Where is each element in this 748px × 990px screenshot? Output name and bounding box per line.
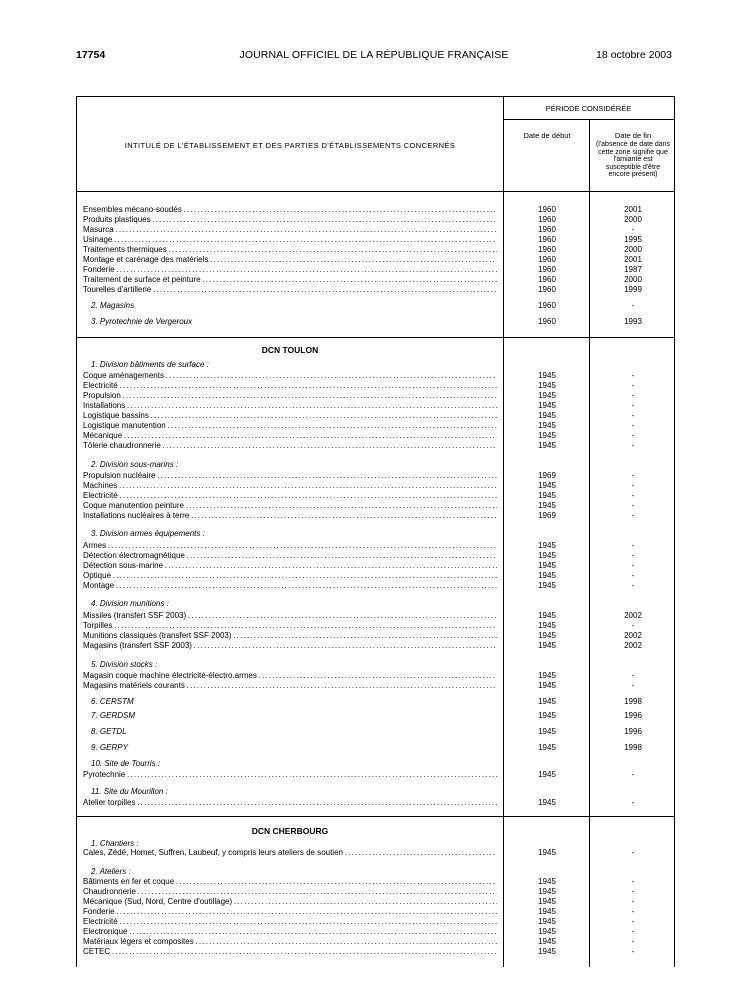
row-label: 3. Division armes équipements : [91, 529, 205, 538]
row-label: Matériaux légers et composites . . . [83, 937, 497, 947]
table-row [77, 421, 674, 431]
row-label: 4. Division munitions : [91, 599, 169, 608]
period-header-rule [503, 119, 674, 120]
table-row [77, 611, 674, 621]
date-debut-cell: 1945 [538, 877, 556, 886]
subheading-row [77, 759, 674, 769]
date-debut-cell: 1960 [538, 235, 556, 244]
date-fin-cell: - [631, 671, 635, 680]
column-header-date-debut: Date de début [523, 131, 571, 140]
row-label: Produits plastiques . . . [83, 215, 497, 225]
subheading-row [77, 317, 674, 327]
table-row [77, 551, 674, 561]
date-fin-cell: - [631, 770, 635, 779]
subheading-row [77, 301, 674, 311]
date-fin-cell: 1996 [624, 711, 642, 720]
row-label: Ensembles mécano-soudés . . . [83, 205, 497, 215]
date-debut-cell: 1945 [538, 727, 556, 736]
date-debut-cell: 1945 [538, 501, 556, 510]
table-row [77, 798, 674, 808]
row-label: Machines . . . [83, 481, 497, 491]
row-label: Traitement de surface et peinture . . . [83, 275, 497, 285]
date-fin-cell: - [631, 391, 635, 400]
date-debut-cell: 1960 [538, 317, 556, 326]
row-label: 3. Pyrotechnie de Vergeroux [91, 317, 193, 326]
date-fin-cell: 2001 [624, 255, 642, 264]
table-row [77, 205, 674, 215]
date-debut-cell: 1960 [538, 245, 556, 254]
date-debut-cell: 1945 [538, 681, 556, 690]
table-row [77, 411, 674, 421]
table-row [77, 285, 674, 295]
subheading-row [77, 697, 674, 707]
subheading-row [77, 711, 674, 721]
row-label: 2. Magasins [91, 301, 135, 310]
row-label: Electronique . . . [83, 927, 497, 937]
row-label: Tôlerie chaudronnerie . . . [83, 441, 497, 451]
table-row [77, 391, 674, 401]
date-fin-cell: - [631, 541, 635, 550]
table-row [77, 441, 674, 451]
column-header-intitule: INTITULÉ DE L'ÉTABLISSEMENT ET DES PARTIES D'ÉTABLISSEMENTS CONCERNÉS [124, 141, 456, 150]
date-fin-cell: - [631, 411, 635, 420]
date-fin-cell: - [631, 381, 635, 390]
date-debut-cell: 1945 [538, 381, 556, 390]
row-label: 2. Division sous-marins : [91, 460, 179, 469]
date-fin-cell: - [631, 401, 635, 410]
table-row [77, 275, 674, 285]
date-fin-cell: - [631, 907, 635, 916]
subheading-row [77, 529, 674, 539]
date-debut-cell: 1945 [538, 371, 556, 380]
row-label: 10. Site de Tourris : [91, 759, 161, 768]
row-label: Bâtiments en fer et coque . . . [83, 877, 497, 887]
table-row [77, 907, 674, 917]
date-debut-cell: 1945 [538, 770, 556, 779]
table-row [77, 491, 674, 501]
date-debut-cell: 1945 [538, 937, 556, 946]
row-label: Mécanique (Sud, Nord, Centre d'outillage) . . . [83, 897, 497, 907]
table-row [77, 225, 674, 235]
table-row [77, 431, 674, 441]
row-label: Tourelles d'artillerie . . . [83, 285, 497, 295]
date-debut-cell: 1969 [538, 511, 556, 520]
row-label: Missiles (transfert SSF 2003) . . . [83, 611, 497, 621]
row-label: Magasins (transfert SSF 2003) . . . [83, 641, 497, 651]
date-fin-cell: - [631, 225, 635, 234]
date-debut-cell: 1945 [538, 917, 556, 926]
date-debut-cell: 1945 [538, 491, 556, 500]
row-label: Traitements thermiques . . . [83, 245, 497, 255]
section-divider [77, 337, 674, 338]
date-debut-cell: 1960 [538, 285, 556, 294]
date-fin-cell: - [631, 501, 635, 510]
date-fin-cell: - [631, 301, 635, 310]
subheading-row [77, 867, 674, 877]
table-row [77, 511, 674, 521]
date-debut-cell: 1945 [538, 711, 556, 720]
column-header-date-fin: Date de fin [614, 131, 652, 140]
date-fin-cell: 2000 [624, 215, 642, 224]
header-bottom-rule [77, 191, 674, 192]
row-label: 1. Division bâtiments de surface : [91, 360, 209, 369]
date-fin-cell: - [631, 681, 635, 690]
row-label: 11. Site du Mourillon : [91, 787, 168, 796]
date-debut-cell: 1945 [538, 621, 556, 630]
table-row [77, 235, 674, 245]
row-label: Logistique bassins . . . [83, 411, 497, 421]
table-row [77, 401, 674, 411]
date-fin-cell: - [631, 491, 635, 500]
page-number: 17754 [76, 49, 106, 61]
row-label: 6. CERSTM [91, 697, 134, 706]
section-divider [77, 816, 674, 817]
table-row [77, 501, 674, 511]
row-label: Electricité . . . [83, 491, 497, 501]
row-label: Installations nucléaires à terre . . . [83, 511, 497, 521]
journal-title: JOURNAL OFFICIEL DE LA RÉPUBLIQUE FRANÇAISE [239, 49, 509, 61]
subheading-row [77, 360, 674, 370]
date-debut-cell: 1945 [538, 441, 556, 450]
row-label: Coque manutention peinture . . . [83, 501, 497, 511]
date-fin-cell: 1999 [624, 285, 642, 294]
date-fin-cell: - [631, 937, 635, 946]
date-debut-cell: 1945 [538, 571, 556, 580]
row-label: Atelier torpilles . . . [83, 798, 497, 808]
row-label: 2. Ateliers : [91, 867, 131, 876]
table-row [77, 671, 674, 681]
date-fin-cell: 1998 [624, 743, 642, 752]
table-row [77, 245, 674, 255]
publication-date: 18 octobre 2003 [596, 49, 672, 61]
table-row [77, 371, 674, 381]
date-fin-cell: 1996 [624, 727, 642, 736]
date-fin-cell: 2002 [624, 611, 642, 620]
row-label: Cales, Zédé, Homet, Suffren, Laubeuf, y compris leurs ateliers de soutien . . . [83, 848, 497, 858]
row-label: Logistique manutention . . . [83, 421, 497, 431]
row-label: Détection électromagnétique . . . [83, 551, 497, 561]
date-fin-cell: 2000 [624, 275, 642, 284]
date-fin-cell: - [631, 621, 635, 630]
subheading-row [77, 599, 674, 609]
table-row [77, 770, 674, 780]
date-debut-cell: 1945 [538, 421, 556, 430]
subheading-row [77, 727, 674, 737]
date-debut-cell: 1945 [538, 431, 556, 440]
date-debut-cell: 1945 [538, 897, 556, 906]
date-debut-cell: 1945 [538, 671, 556, 680]
table-row [77, 927, 674, 937]
row-label: Electricité . . . [83, 381, 497, 391]
table-row [77, 947, 674, 957]
table-row [77, 215, 674, 225]
date-debut-cell: 1945 [538, 907, 556, 916]
subheading-row [77, 787, 674, 797]
row-label: Fonderie . . . [83, 265, 497, 275]
row-label: Détection sous-marine . . . [83, 561, 497, 571]
table-row [77, 897, 674, 907]
row-label: Magasins matériels courants . . . [83, 681, 497, 691]
date-fin-cell: - [631, 877, 635, 886]
table-row [77, 481, 674, 491]
row-label: Pyrotechnie . . . [83, 770, 497, 780]
subheading-row [77, 460, 674, 470]
date-debut-cell: 1945 [538, 743, 556, 752]
date-debut-cell: 1945 [538, 481, 556, 490]
row-label: Magasin coque machine électricité-électro.armes . . . [83, 671, 497, 681]
date-fin-cell: - [631, 561, 635, 570]
table-row [77, 641, 674, 651]
date-fin-cell: - [631, 421, 635, 430]
date-fin-cell: - [631, 471, 635, 480]
table-row [77, 561, 674, 571]
table-row [77, 887, 674, 897]
date-debut-cell: 1960 [538, 215, 556, 224]
table-row [77, 581, 674, 591]
date-fin-cell: - [631, 571, 635, 580]
row-label: Coque aménagements . . . [83, 371, 497, 381]
date-fin-cell: - [631, 848, 635, 857]
date-debut-cell: 1945 [538, 391, 556, 400]
row-label: Munitions classiques (transfert SSF 2003) . . . [83, 631, 497, 641]
date-debut-cell: 1945 [538, 401, 556, 410]
date-debut-cell: 1945 [538, 561, 556, 570]
date-fin-cell: - [631, 887, 635, 896]
date-debut-cell: 1945 [538, 947, 556, 956]
date-fin-cell: 1998 [624, 697, 642, 706]
date-debut-cell: 1960 [538, 265, 556, 274]
date-fin-cell: 2001 [624, 205, 642, 214]
row-label: Optique . . . [83, 571, 497, 581]
asbestos-table [76, 96, 675, 967]
row-label: Chaudronnerie . . . [83, 887, 497, 897]
table-row [77, 381, 674, 391]
table-row [77, 541, 674, 551]
date-fin-cell: - [631, 431, 635, 440]
date-fin-cell: - [631, 371, 635, 380]
date-fin-cell: - [631, 481, 635, 490]
row-label: Armes . . . [83, 541, 497, 551]
subheading-row [77, 660, 674, 670]
row-label: Usinage . . . [83, 235, 497, 245]
row-label: Electricité . . . [83, 917, 497, 927]
row-label: 8. GETDL [91, 727, 127, 736]
date-debut-cell: 1969 [538, 471, 556, 480]
date-debut-cell: 1945 [538, 541, 556, 550]
table-row [77, 631, 674, 641]
date-fin-cell: - [631, 511, 635, 520]
date-debut-cell: 1945 [538, 411, 556, 420]
row-label: Propulsion . . . [83, 391, 497, 401]
date-fin-cell: - [631, 581, 635, 590]
date-debut-cell: 1945 [538, 581, 556, 590]
table-row [77, 255, 674, 265]
table-row [77, 937, 674, 947]
date-debut-cell: 1945 [538, 697, 556, 706]
row-label: Montage . . . [83, 581, 497, 591]
date-debut-cell: 1960 [538, 225, 556, 234]
date-fin-cell: - [631, 441, 635, 450]
date-debut-cell: 1945 [538, 551, 556, 560]
date-fin-cell: - [631, 798, 635, 807]
date-fin-cell: 2000 [624, 245, 642, 254]
date-debut-cell: 1945 [538, 641, 556, 650]
subheading-row [77, 743, 674, 753]
date-debut-cell: 1960 [538, 205, 556, 214]
date-fin-cell: 2002 [624, 641, 642, 650]
table-row [77, 681, 674, 691]
table-row [77, 621, 674, 631]
table-row [77, 265, 674, 275]
row-label: 1. Chantiers : [91, 839, 139, 848]
date-debut-cell: 1960 [538, 275, 556, 284]
table-row [77, 848, 674, 858]
date-fin-cell: 1993 [624, 317, 642, 326]
row-label: 5. Division stocks : [91, 660, 158, 669]
row-label: Propulsion nucléaire . . . [83, 471, 497, 481]
date-debut-cell: 1960 [538, 255, 556, 264]
table-row [77, 877, 674, 887]
date-debut-cell: 1945 [538, 927, 556, 936]
date-fin-cell: 2002 [624, 631, 642, 640]
date-debut-cell: 1945 [538, 848, 556, 857]
table-row [77, 571, 674, 581]
row-label: Masurca . . . [83, 225, 497, 235]
date-fin-cell: - [631, 551, 635, 560]
row-label: Mécanique . . . [83, 431, 497, 441]
section-title: DCN CHERBOURG [251, 826, 329, 836]
date-debut-cell: 1945 [538, 798, 556, 807]
row-label: Installations . . . [83, 401, 497, 411]
row-label: 9. GERPY [91, 743, 128, 752]
date-fin-note: (l'absence de date dans cette zone signifie que l'amiante est susceptible d'être encore présent) [595, 141, 671, 179]
date-debut-cell: 1945 [538, 887, 556, 896]
table-row [77, 917, 674, 927]
section-title: DCN TOULON [261, 345, 319, 355]
table-row [77, 471, 674, 481]
row-label: Torpilles . . . [83, 621, 497, 631]
date-fin-cell: - [631, 947, 635, 956]
column-header-periode: PÉRIODE CONSIDÉRÉE [545, 104, 632, 113]
date-fin-cell: - [631, 927, 635, 936]
date-fin-cell: - [631, 917, 635, 926]
date-fin-cell: 1995 [624, 235, 642, 244]
date-debut-cell: 1960 [538, 301, 556, 310]
row-label: Fonderie . . . [83, 907, 497, 917]
date-debut-cell: 1945 [538, 611, 556, 620]
row-label: CETEC . . . [83, 947, 497, 957]
date-fin-cell: 1987 [624, 265, 642, 274]
date-fin-cell: - [631, 897, 635, 906]
date-debut-cell: 1945 [538, 631, 556, 640]
row-label: 7. GERDSM [91, 711, 136, 720]
row-label: Montage et carénage des matériels . . . [83, 255, 497, 265]
